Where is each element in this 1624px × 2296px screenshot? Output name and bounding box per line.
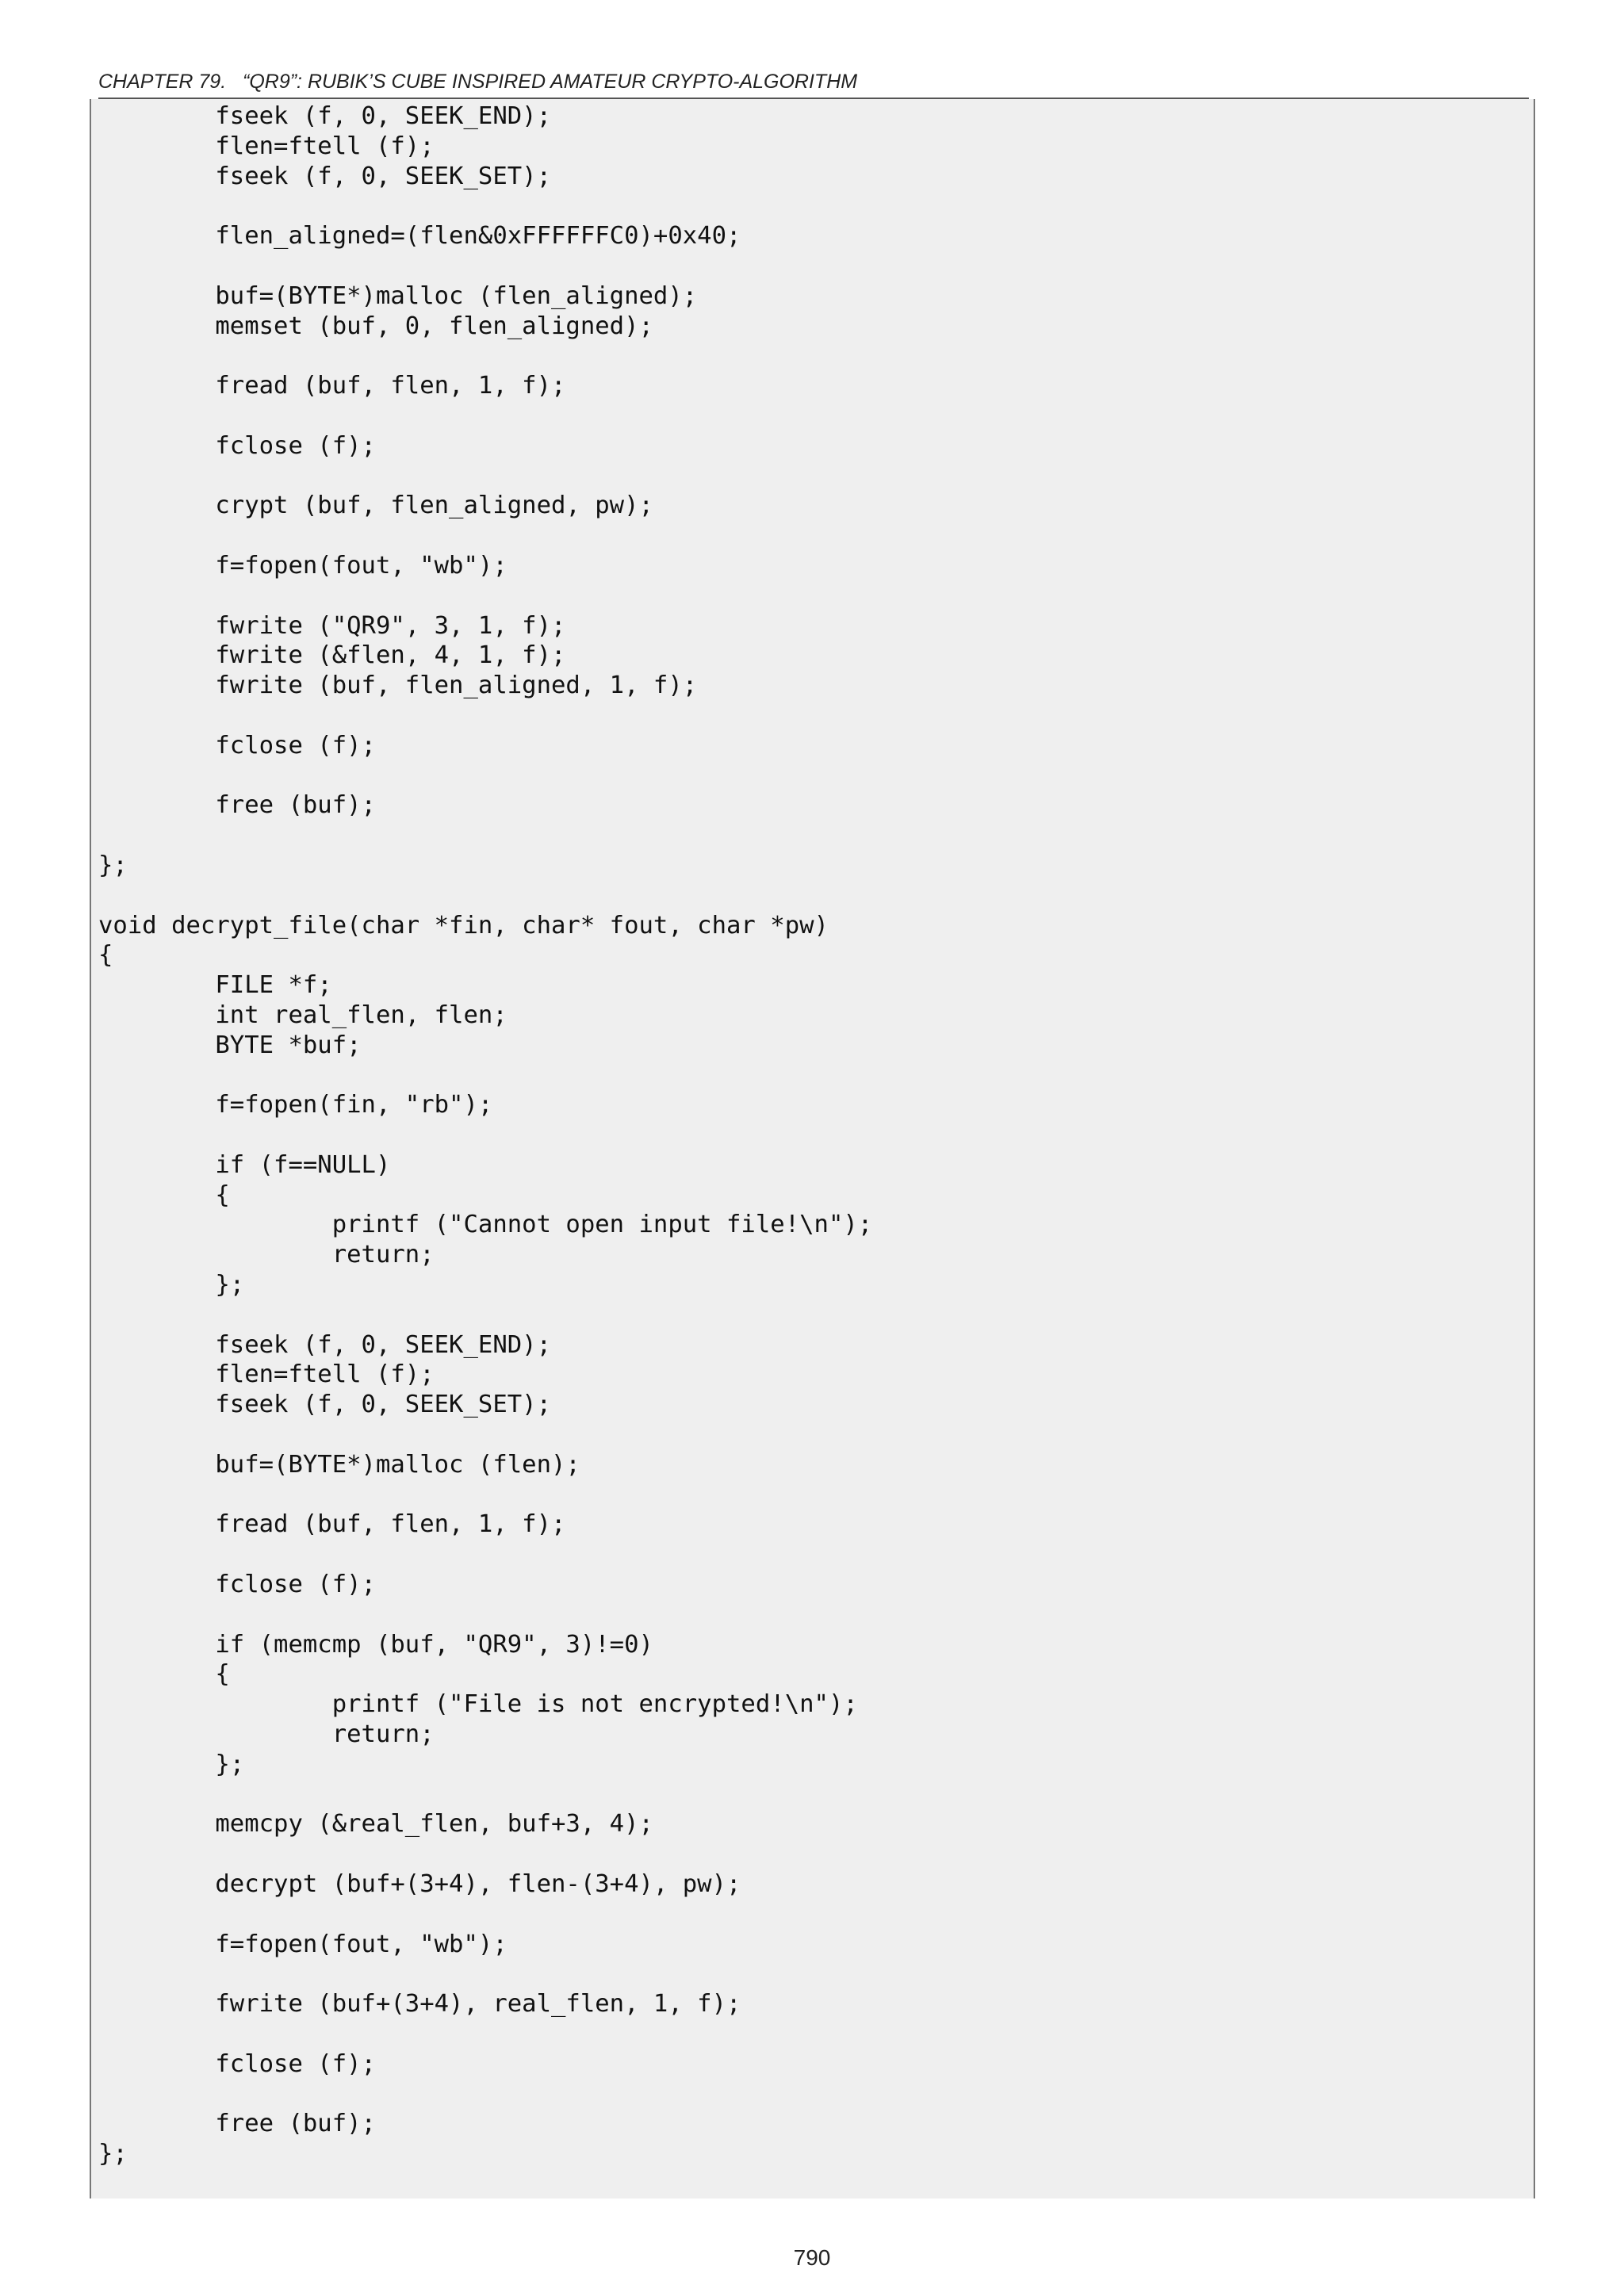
code-line: f=fopen(fout, "wb"); [98,551,508,580]
code-line [98,1300,872,1330]
code-line: fclose (f); [98,2049,376,2078]
code-line [98,341,872,371]
code-line: void decrypt_file(char *fin, char* fout, char *pw) [98,911,829,939]
code-line: decrypt (buf+(3+4), flen-(3+4), pw); [98,1870,741,1899]
code-line [98,1120,872,1150]
code-line: crypt (buf, flen_aligned, pw); [98,492,653,520]
code-line: }; [98,2140,128,2168]
code-line [98,251,872,281]
code-listing [98,101,872,2169]
code-line [98,1420,872,1450]
code-line: }; [98,851,128,879]
code-line: { [98,941,113,970]
chapter-header: CHAPTER 79. “QR9”: RUBIK’S CUBE INSPIRED AMATEUR CRYPTO-ALGORITHM [98,71,858,93]
code-line: f=fopen(fout, "wb"); [98,1930,508,1958]
code-line [98,881,872,911]
code-line [98,191,872,221]
code-line [98,521,872,551]
code-line: free (buf); [98,791,376,820]
code-line: fwrite (&flen, 4, 1, f); [98,641,566,670]
code-line: fseek (f, 0, SEEK_SET); [98,1391,551,1419]
code-line: fwrite (buf, flen_aligned, 1, f); [98,672,698,700]
code-line [98,2080,872,2110]
code-line [98,1540,872,1570]
code-line: }; [98,1271,245,1299]
code-line: buf=(BYTE*)malloc (flen); [98,1450,580,1479]
code-line: fclose (f); [98,731,376,760]
code-line: { [98,1660,230,1689]
code-line: memset (buf, 0, flen_aligned); [98,312,653,340]
code-line: fwrite (buf+(3+4), real_flen, 1, f); [98,1990,741,2019]
code-line: printf ("File is not encrypted!\n"); [98,1690,858,1719]
code-line: fread (buf, flen, 1, f); [98,372,566,400]
code-line: free (buf); [98,2110,376,2138]
code-line: buf=(BYTE*)malloc (flen_aligned); [98,281,698,310]
code-line: return; [98,1241,435,1269]
code-line: f=fopen(fin, "rb"); [98,1091,493,1119]
code-line [98,1061,872,1091]
code-line: fclose (f); [98,431,376,460]
code-line [98,2019,872,2049]
code-line: BYTE *buf; [98,1031,362,1059]
code-line: fclose (f); [98,1571,376,1599]
code-line: if (memcmp (buf, "QR9", 3)!=0) [98,1630,653,1659]
code-line: return; [98,1720,435,1749]
code-line [98,581,872,611]
code-line: memcpy (&real_flen, buf+3, 4); [98,1810,653,1839]
code-line: flen_aligned=(flen&0xFFFFFFC0)+0x40; [98,222,741,251]
code-line: FILE *f; [98,971,332,1000]
code-line: fread (buf, flen, 1, f); [98,1510,566,1539]
code-line [98,401,872,431]
code-line: fwrite ("QR9", 3, 1, f); [98,611,566,640]
code-line: flen=ftell (f); [98,132,435,160]
code-line: { [98,1181,230,1209]
code-line [98,1959,872,1989]
code-line: fseek (f, 0, SEEK_END); [98,102,551,130]
code-line [98,1600,872,1630]
code-line: }; [98,1750,245,1778]
code-line [98,1780,872,1810]
code-line: printf ("Cannot open input file!\n"); [98,1211,873,1239]
code-line [98,761,872,791]
code-line [98,461,872,492]
code-line [98,1839,872,1869]
code-line: flen=ftell (f); [98,1360,435,1389]
code-line [98,701,872,731]
code-line: if (f==NULL) [98,1150,391,1179]
code-line: fseek (f, 0, SEEK_SET); [98,162,551,190]
code-line: fseek (f, 0, SEEK_END); [98,1330,551,1359]
code-line: int real_flen, flen; [98,1001,508,1029]
code-line [98,821,872,851]
code-line [98,1480,872,1510]
code-line [98,1900,872,1930]
page-number: 790 [793,2245,831,2270]
